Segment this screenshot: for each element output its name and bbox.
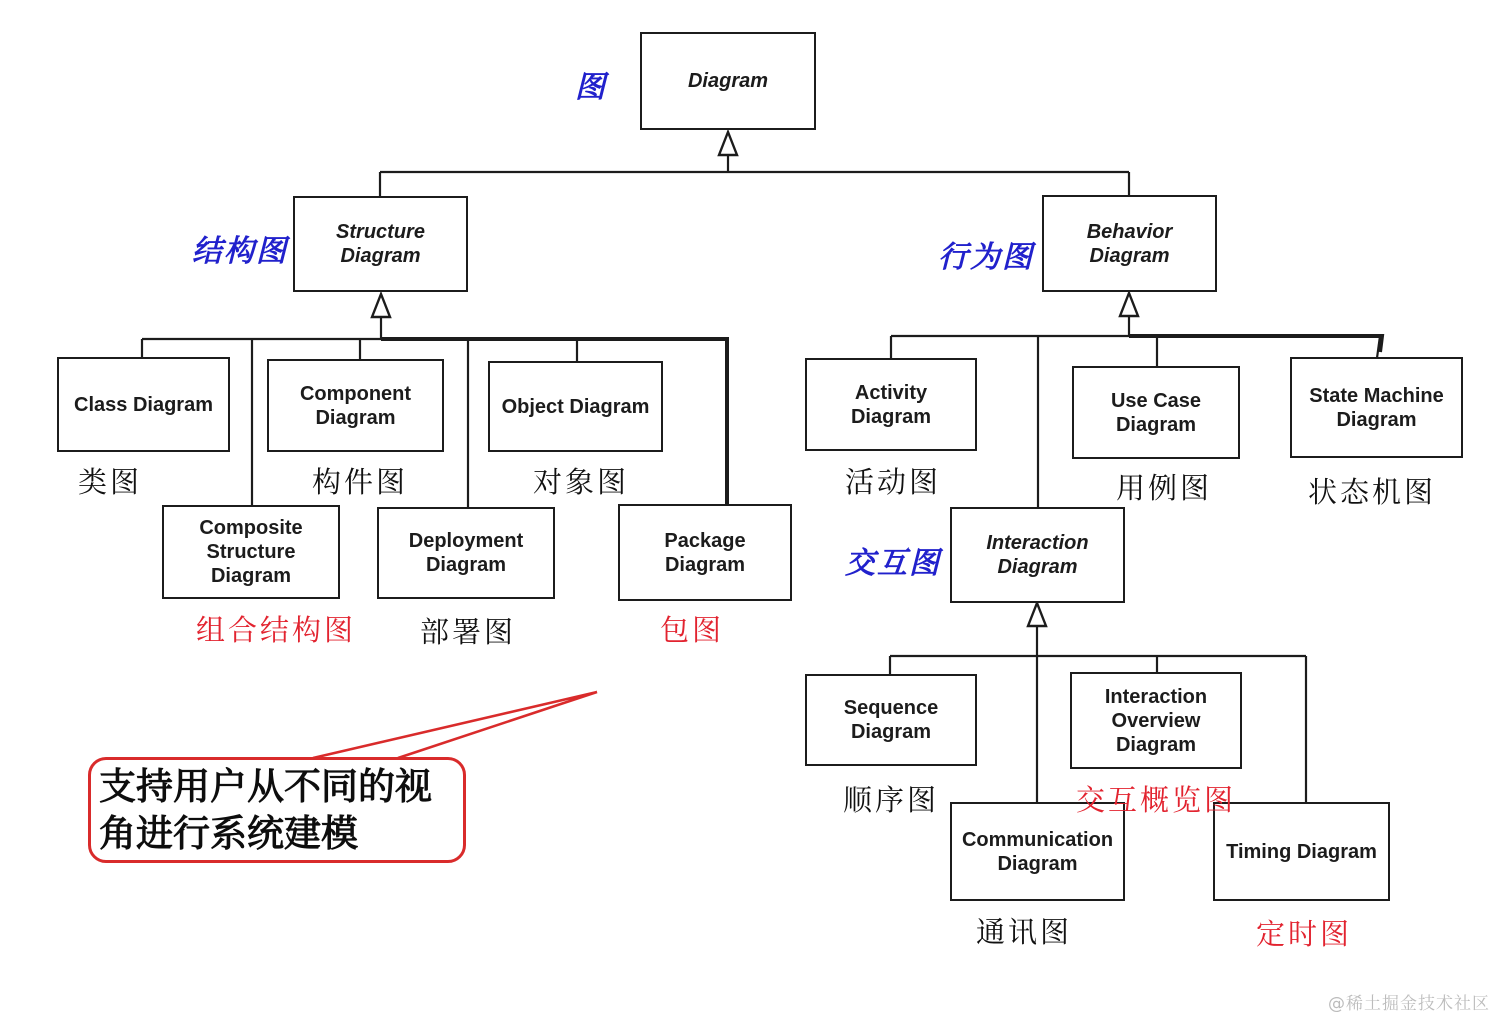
label-cn-intoverview: 交互概览图 — [1076, 783, 1237, 817]
node-timing-diagram — [1213, 802, 1390, 901]
label-cn-usecase: 用例图 — [1116, 471, 1213, 505]
node-interaction-overview-diagram — [1070, 672, 1242, 769]
callout-tail — [313, 692, 597, 758]
label-cn-structure: 结构图 — [192, 234, 288, 269]
node-composite-structure-diagram — [162, 505, 340, 599]
label-cn-communication: 通讯图 — [976, 915, 1073, 949]
node-composite-structure-diagram-label: Composite Structure Diagram — [199, 517, 303, 587]
node-activity-diagram-label: Activity Diagram — [850, 381, 932, 428]
node-component-diagram-label: Component Diagram — [299, 382, 412, 429]
watermark-text: @稀土掘金技术社区 — [1328, 994, 1490, 1014]
node-package-diagram — [618, 504, 792, 601]
generalization-arrow-behavior — [1120, 293, 1138, 316]
node-structure-diagram — [293, 196, 468, 292]
node-sequence-diagram — [805, 674, 977, 766]
node-structure-diagram-label: Structure Diagram — [336, 221, 425, 267]
label-cn-activity: 活动图 — [845, 465, 942, 499]
node-activity-diagram — [805, 358, 977, 451]
label-cn-timing: 定时图 — [1256, 917, 1353, 951]
node-object-diagram — [488, 361, 663, 452]
label-cn-interaction: 交互图 — [845, 546, 941, 581]
node-class-diagram-label: Class Diagram — [74, 393, 213, 416]
label-cn-statemachine: 状态机图 — [1308, 475, 1437, 509]
node-diagram — [640, 32, 816, 130]
node-package-diagram-label: Package Diagram — [664, 529, 746, 576]
label-cn-behavior: 行为图 — [938, 240, 1034, 275]
annotation-callout-line2: 角进行系统建模 — [99, 812, 358, 855]
node-class-diagram — [57, 357, 230, 452]
label-cn-object: 对象图 — [533, 465, 630, 499]
node-state-machine-diagram-label: State Machine Diagram — [1309, 384, 1444, 431]
node-use-case-diagram — [1072, 366, 1240, 459]
label-cn-component: 构件图 — [312, 465, 409, 499]
node-interaction-diagram-label: Interaction Diagram — [986, 532, 1089, 578]
node-component-diagram — [267, 359, 444, 452]
label-cn-sequence: 顺序图 — [843, 783, 940, 817]
node-communication-diagram-label: Communication Diagram — [961, 828, 1114, 875]
generalization-arrow-diagram — [719, 132, 737, 155]
node-interaction-overview-diagram-label: Interaction Overview Diagram — [1104, 685, 1208, 756]
generalization-arrow-interaction — [1028, 603, 1046, 626]
node-timing-diagram-label: Timing Diagram — [1226, 840, 1377, 863]
node-deployment-diagram-label: Deployment Diagram — [408, 530, 524, 576]
label-cn-package: 包图 — [660, 613, 725, 647]
generalization-arrow-structure — [372, 294, 390, 317]
node-use-case-diagram-label: Use Case Diagram — [1110, 389, 1202, 436]
label-cn-deployment: 部署图 — [420, 615, 517, 649]
annotation-callout — [88, 757, 466, 863]
label-cn-class: 类图 — [78, 465, 143, 499]
node-state-machine-diagram — [1290, 357, 1463, 458]
node-sequence-diagram-label: Sequence Diagram — [843, 697, 939, 743]
label-cn-composite: 组合结构图 — [196, 613, 357, 647]
node-behavior-diagram-label: Behavior Diagram — [1086, 220, 1173, 267]
node-object-diagram-label: Object Diagram — [501, 395, 650, 418]
label-cn-diagram: 图 — [575, 70, 607, 105]
annotation-callout-line1: 支持用户从不同的视 — [99, 764, 432, 808]
connector-behavior-bus-right-thick — [1129, 336, 1382, 352]
node-diagram-label: Diagram — [687, 70, 769, 92]
node-interaction-diagram — [950, 507, 1125, 603]
node-deployment-diagram — [377, 507, 555, 599]
node-behavior-diagram — [1042, 195, 1217, 292]
